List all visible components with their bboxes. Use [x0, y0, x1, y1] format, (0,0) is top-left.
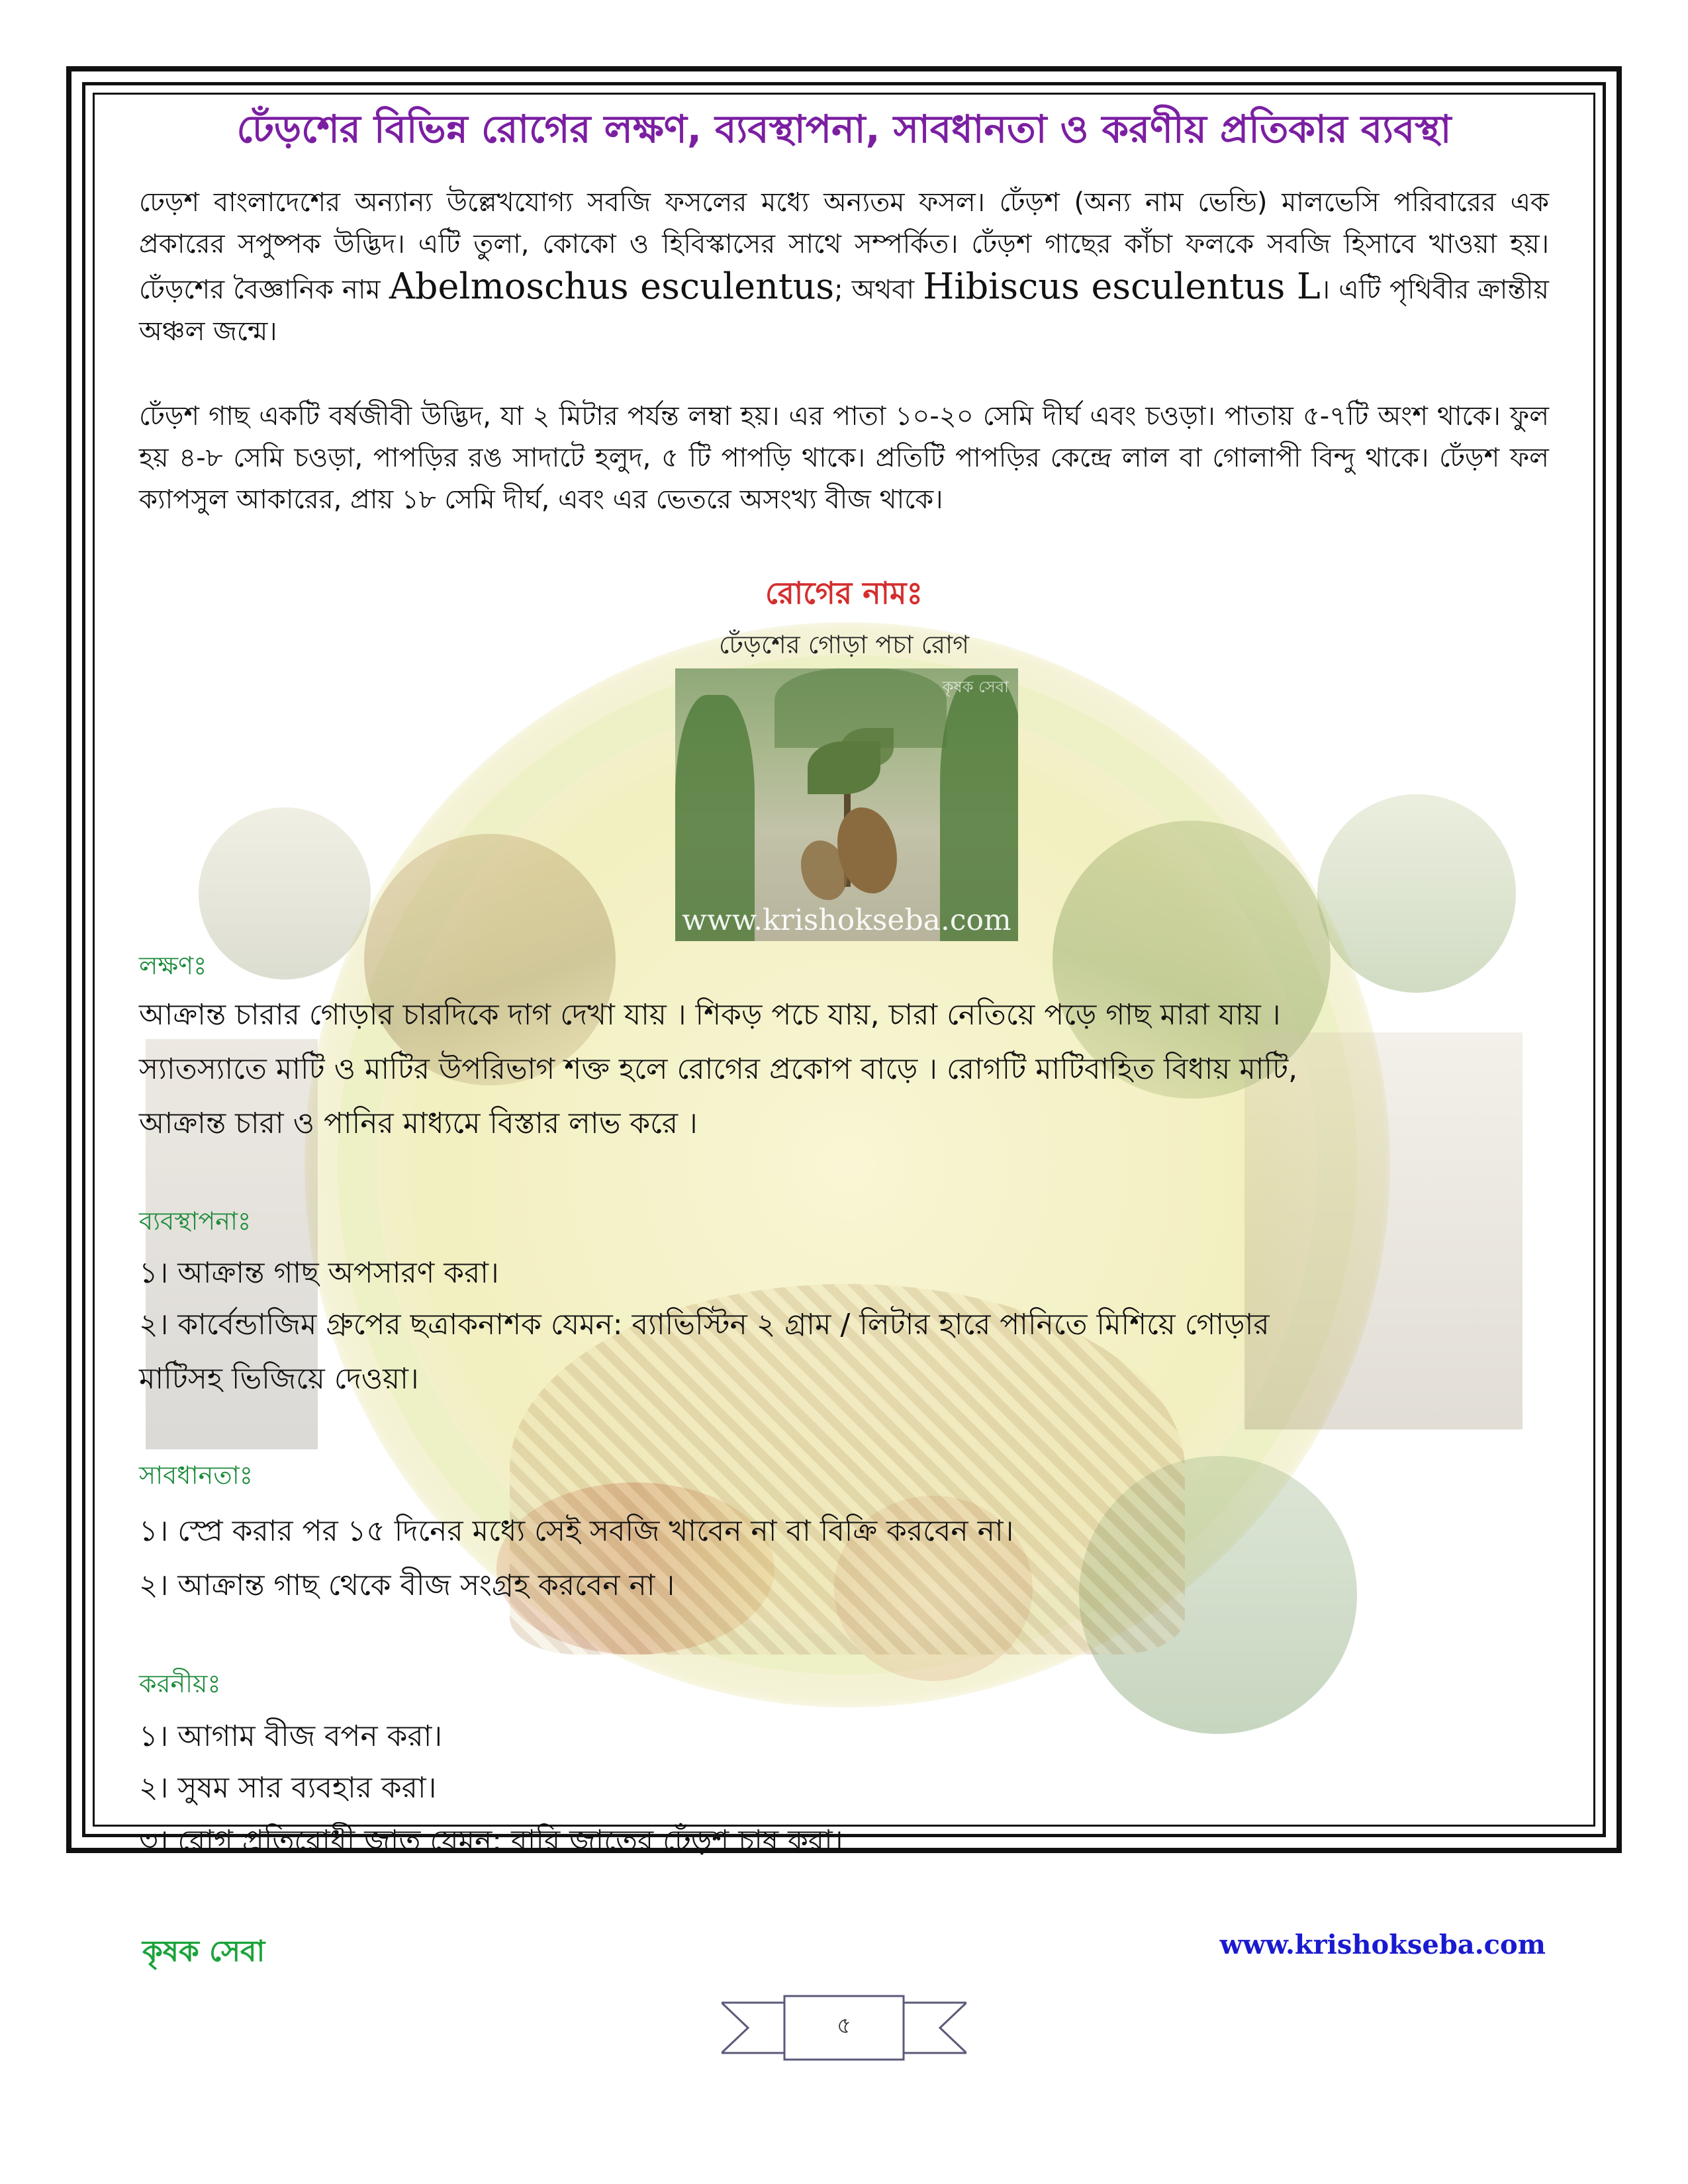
photo-grass-right: [940, 675, 1018, 941]
todo-line: ২। সুষম সার ব্যবহার করা।: [139, 1771, 437, 1805]
intro-paragraph-2: ঢেঁড়শ গাছ একটি বর্ষজীবী উদ্ভিদ, যা ২ মিটার পর্যন্ত লম্বা হয়। এর পাতা ১০-২০ সেমি দীর্ঘ এবং চওড়া। পাতায় ৫-৭টি অংশ থাকে। ফুল হয় ৪-৮ সেমি চওড়া, পাপড়ির রঙ সাদাটে হলুদ, ৫ টি পাপড়ি থাকে। প্রতিটি পাপড়ির কেন্দ্রে লাল বা গোলাপী বিন্দু থাকে। ঢেঁড়শ ফল ক্যাপসুল আকারের, প্রায় ১৮ সেমি দীর্ঘ, এবং এর ভেতরে অসংখ্য বীজ থাকে।: [139, 401, 1549, 515]
management-line: ১। আক্রান্ত গাছ অপসারণ করা।: [139, 1256, 499, 1290]
caution-heading: সাবধানতাঃ: [139, 1461, 254, 1490]
intro-paragraph-1: [139, 182, 1549, 353]
photo-watermark-url: www.krishokseba.com: [682, 903, 1011, 937]
management-heading: ব্যবস্থাপনাঃ: [139, 1206, 252, 1236]
management-line: মাটিসহ ভিজিয়ে দেওয়া।: [139, 1362, 419, 1396]
caution-line: ১। স্প্রে করার পর ১৫ দিনের মধ্যে সেই সবজি খাবেন না বা বিক্রি করবেন না।: [139, 1514, 1014, 1548]
footer-brand: কৃষক সেবা: [142, 1934, 265, 1968]
logo-photo-field-right: [1317, 794, 1516, 993]
todo-heading: করনীয়ঃ: [139, 1669, 221, 1698]
ribbon-left-arrow: [722, 2003, 784, 2053]
logo-photo-field-left: [199, 807, 371, 979]
caution-line: ২। আক্রান্ত গাছ থেকে বীজ সংগ্রহ করবেন না ।: [139, 1569, 675, 1602]
symptoms-line: আক্রান্ত চারা ও পানির মাধ্যমে বিস্তার লাভ করে ।: [139, 1107, 698, 1140]
symptoms-heading: লক্ষণঃ: [139, 951, 207, 980]
symptoms-line: আক্রান্ত চারার গোড়ার চারদিকে দাগ দেখা যায় । শিকড় পচে যায়, চারা নেতিয়ে পড়ে গাছ মারা যায় ।: [139, 998, 1281, 1032]
page-number: ৫: [836, 2013, 852, 2039]
diseased-plant-photo: [675, 668, 1018, 941]
ribbon-right-arrow: [904, 2003, 966, 2053]
disease-heading: রোগের নামঃ: [765, 575, 923, 611]
todo-line: ৩। রোগ প্রতিরোধী জাত যেমন: বারি জাতের ঢেঁড়শ চাষ করা।: [139, 1824, 843, 1858]
photo-watermark-brand: কৃষক সেবা: [942, 678, 1009, 696]
intro-text-1: ঢেড়শ বাংলাদেশের অন্যান্য উল্লেখযোগ্য সবজি ফসলের মধ্যে অন্যতম ফসল। ঢেঁড়শ (অন্য নাম ভেন্ডি) মালভেসি পরিবারের এক প্রকারের সপুষ্পক উদ্ভিদ। এটি তুলা, কোকো ও হিবিস্কাসের সাথে সম্পর্কিত। ঢেঁড়শ গাছের কাঁচা ফলকে সবজি হিসাবে খাওয়া হয়। ঢেঁড়শের বৈজ্ঞানিক নাম: [139, 187, 1549, 305]
footer-website-link[interactable]: www.krishokseba.com: [1219, 1929, 1546, 1960]
photo-plant-leaf-2: [841, 728, 894, 768]
management-line: ২। কার্বেন্ডাজিম গ্রুপের ছত্রাকনাশক যেমন: ব্যাভিস্টিন ২ গ্রাম / লিটার হারে পানিতে মিশিয়ে গোড়ার: [139, 1308, 1270, 1342]
page-title: ঢেঁড়শের বিভিন্ন রোগের লক্ষণ, ব্যবস্থাপনা, সাবধানতা ও করণীয় প্রতিকার ব্যবস্থা: [236, 107, 1452, 152]
todo-line: ১। আগাম বীজ বপন করা।: [139, 1719, 443, 1753]
scientific-name-2: Hibiscus esculentus L: [923, 265, 1321, 307]
disease-name: ঢেঁড়শের গোড়া পচা রোগ: [719, 630, 969, 659]
symptoms-line: স্যাতস্যাতে মাটি ও মাটির উপরিভাগ শক্ত হলে রোগের প্রকোপ বাড়ে । রোগটি মাটিবাহিত বিধায় মাটি,: [139, 1052, 1298, 1086]
intro-text-3: । এটি পৃথিবীর ক্রান্তীয় অঞ্চল জন্মে।: [139, 275, 1549, 347]
scientific-name-1: Abelmoschus esculentus: [389, 265, 835, 307]
intro-text-2: ; অথবা: [834, 275, 915, 305]
